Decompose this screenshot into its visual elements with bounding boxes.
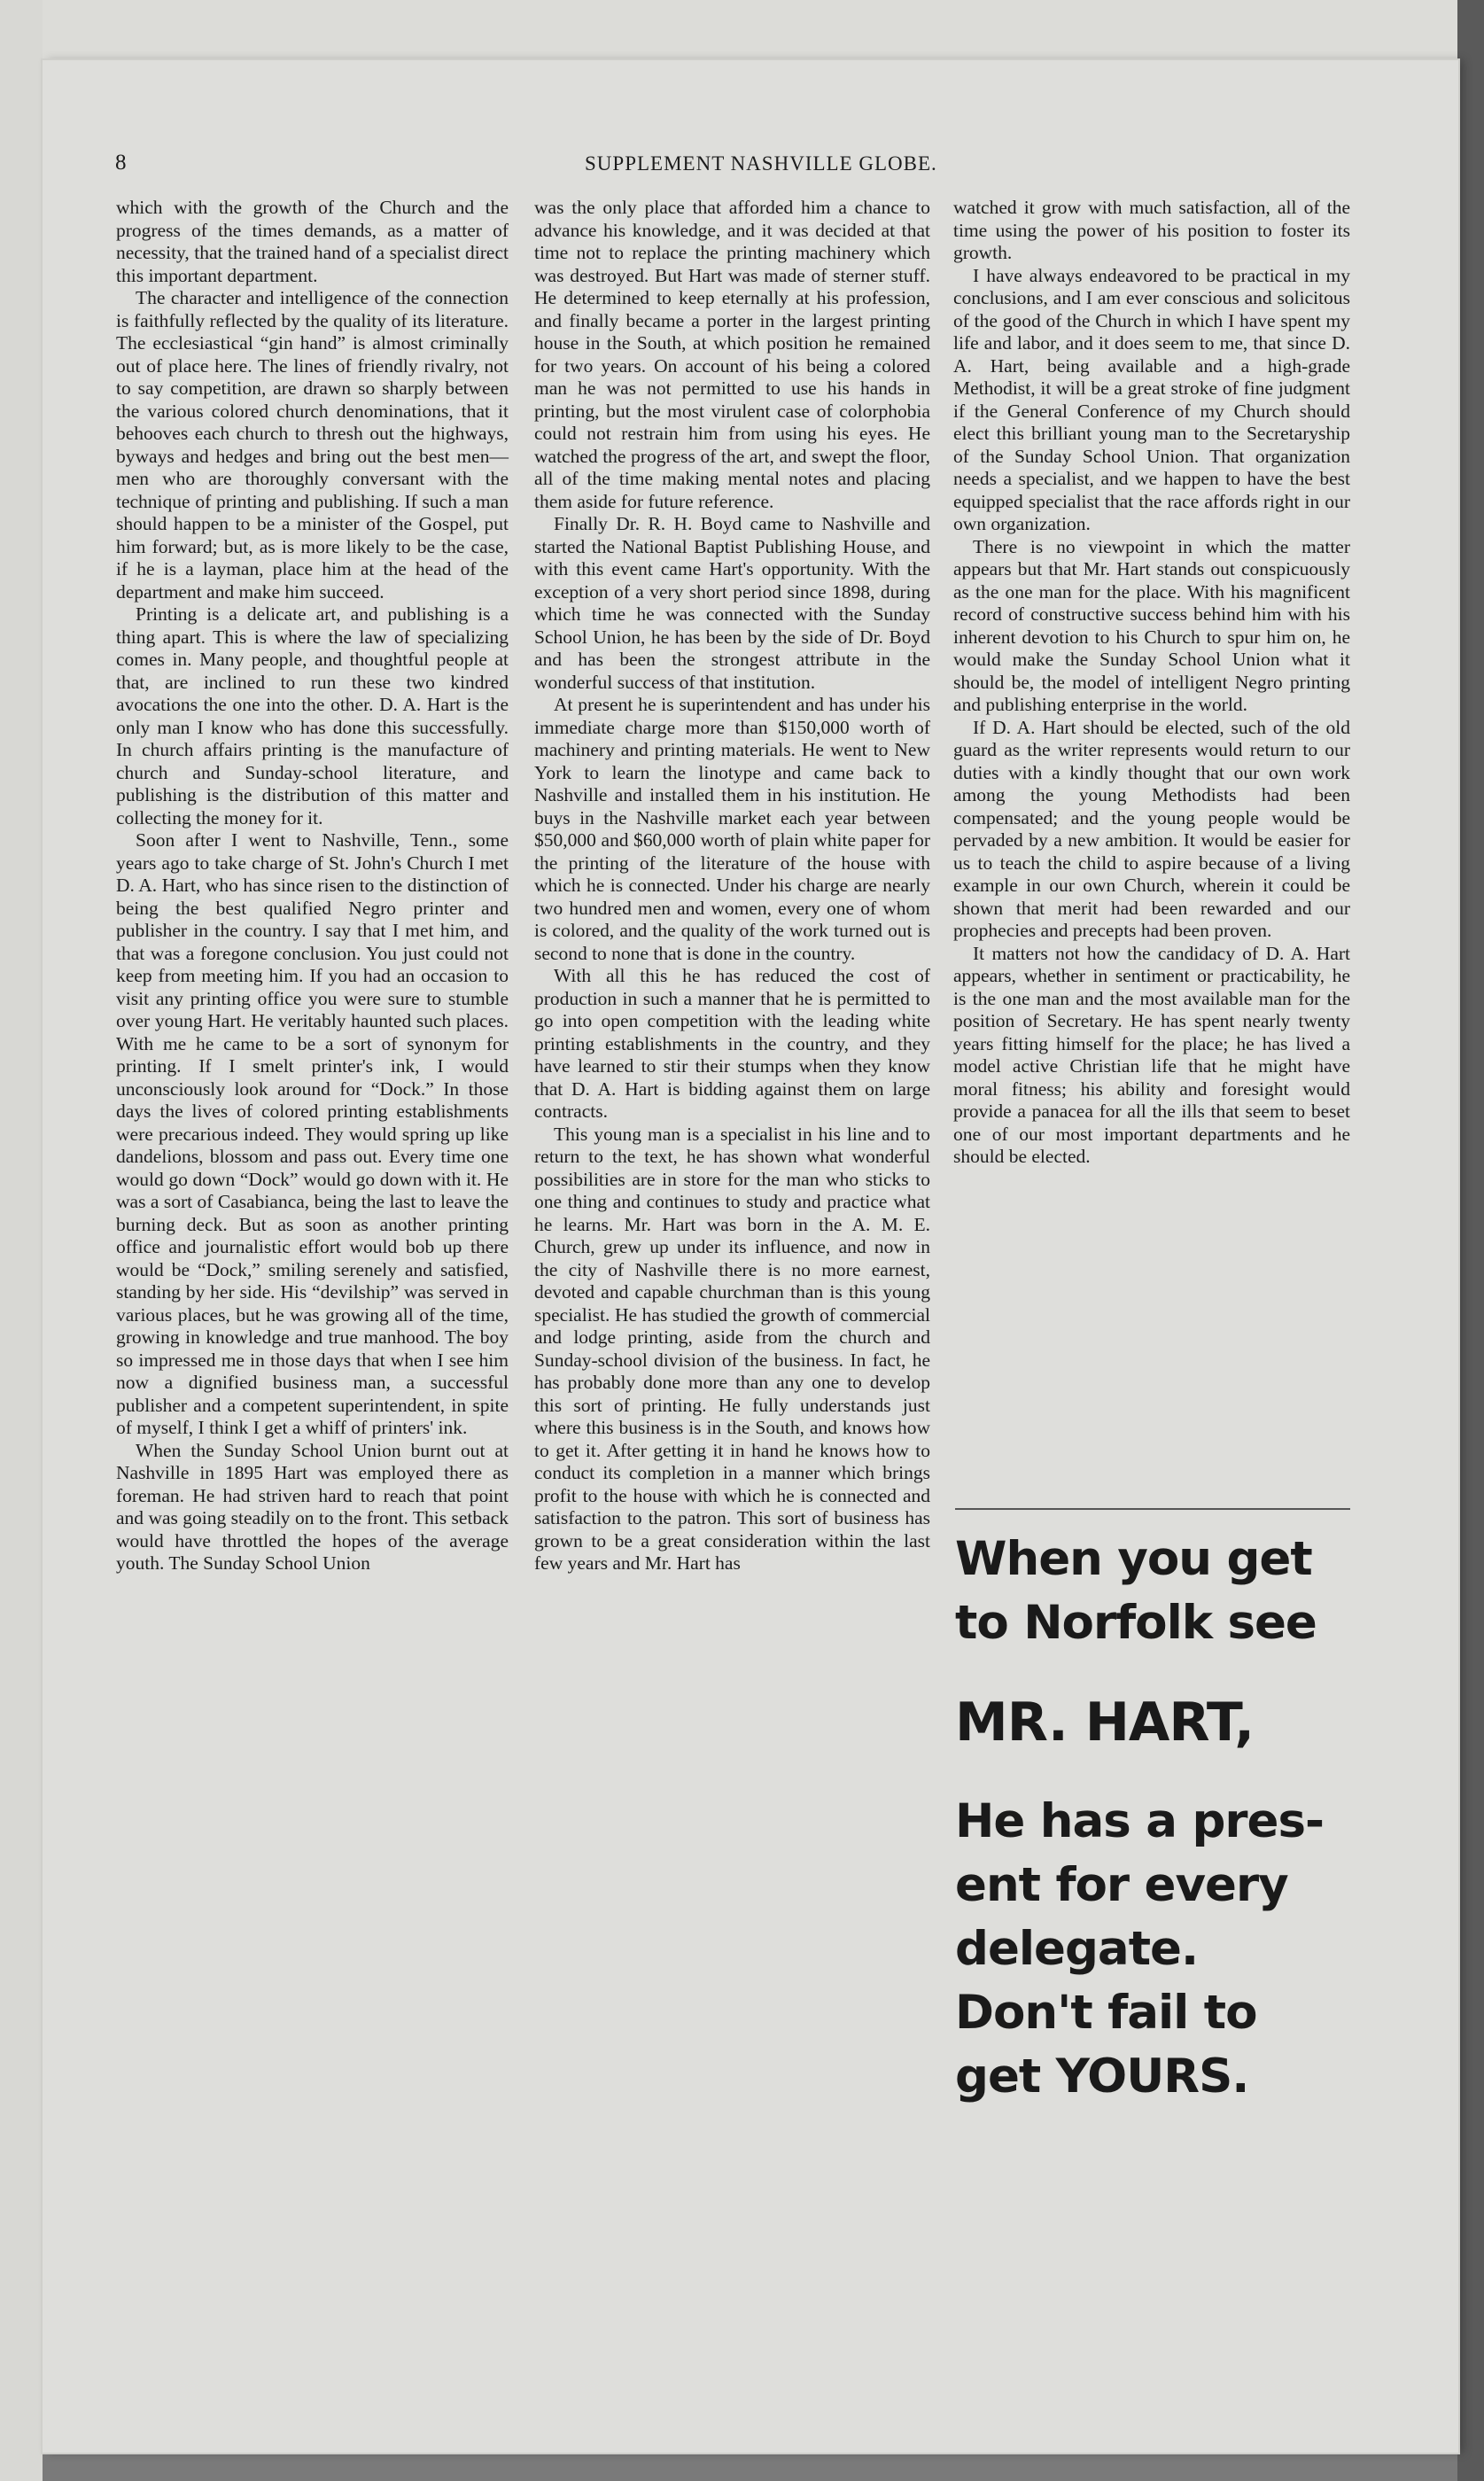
ad-line: delegate. bbox=[955, 1922, 1199, 1976]
ad-line: He has a pres- bbox=[955, 1794, 1325, 1848]
paragraph: was the only place that afforded him a chance to advance his knowledge, and it was decided at that time not to replace the printing machinery which was destroyed. But Hart was made of sterner stuff. He determined to keep eternally at his profession, and finally became a porter in the largest printing house in the South, at which position he remained for two years. On account of his being a colored man he was not permitted to use his hands in printing, but the most virulent case of colorphobia could not restrain him from using his eyes. He watched the progress of the art, and swept the floor, all of the time making mental notes and placing them aside for future reference. bbox=[534, 197, 930, 512]
ad-line: When you get bbox=[955, 1532, 1312, 1586]
paragraph: Printing is a delicate art, and publishing is a thing apart. This is where the law of specializing comes in. Many people, and thoughtful people at that, are inclined to run these two kindred avocations the one into the other. D. A. Hart is the only man I know who has done this successfully. In church affairs printing is the manufacture of church and Sunday-school literature, and publishing is the distribution of this matter and collecting the money for it. bbox=[116, 603, 509, 828]
paragraph: Finally Dr. R. H. Boyd came to Nashville and started the National Baptist Publishing House, and with this event came Hart's opportunity. With the exception of a very short period since 1898, during which time he was connected with the Sunday School Union, he has been by the side of Dr. Boyd and has been the strongest attribute in the wonderful success of that institution. bbox=[534, 513, 930, 693]
paragraph: When the Sunday School Union burnt out at Nashville in 1895 Hart was employed there as foreman. He had striven hard to reach that point and was going steadily on to the front. This setback would have throttled the hopes of the average youth. The Sunday School Union bbox=[116, 1439, 509, 1574]
paragraph: watched it grow with much satisfaction, all of the time using the power of his position to foster its growth. bbox=[953, 197, 1350, 263]
paragraph: There is no viewpoint in which the matter appears but that Mr. Hart stands out conspicuously as the one man for the place. With his magnificent record of constructive success behind him with his inherent devotion to his Church to spur him on, he would make the Sunday School Union what it should be, the model of intelligent Negro printing and publishing enterprise in the world. bbox=[953, 535, 1350, 715]
paragraph: The character and intelligence of the connection is faithfully reflected by the quality of its literature. The ecclesiastical “gin hand” is almost criminally out of place here. The lines of friendly rivalry, not to say competition, are drawn so sharply between the various colored church denominations, that it behooves each church to thresh out the highways, byways and hedges and bring out the best men—men who are thoroughly conversant with the technique of printing and publishing. If such a man should happen to be a minister of the Gospel, put him forward; but, as is more likely to be the case, if he is a layman, place him at the head of the department and make him succeed. bbox=[116, 287, 509, 603]
page-number: 8 bbox=[115, 151, 127, 175]
column-3 bbox=[953, 197, 1350, 1169]
column-1 bbox=[116, 197, 509, 1575]
paragraph: This young man is a specialist in his line and to return to the text, he has shown what wonderful possibilities are in store for the man who sticks to one thing and continues to study and practice what he learns. Mr. Hart was born in the A. M. E. Church, grew up under its influence, and now in the city of Nashville there is no more earnest, devoted and capable churchman than is this young specialist. He has studied the growth of commercial and lodge printing, aside from the church and Sunday-school division of the business. In fact, he has probably done more than any one to develop this sort of printing. He fully understands just where this business is in the South, and knows how to get it. After getting it in hand he knows how to conduct its completion in a manner which brings profit to the house with which he is connected and satisfaction to the patron. This sort of business has grown to be a great consideration within the last few years and Mr. Hart has bbox=[534, 1123, 930, 1574]
ad-line: to Norfolk see bbox=[955, 1596, 1317, 1650]
page-title: SUPPLEMENT NASHVILLE GLOBE. bbox=[585, 152, 937, 175]
ad-line: get YOURS. bbox=[955, 2049, 1249, 2104]
scan-border-right bbox=[1457, 0, 1484, 2481]
paragraph: It matters not how the candidacy of D. A. Hart appears, whether in sentiment or practicability, he is the one man and the most available man for the position of Secretary. He has spent nearly twenty years fitting himself for the place; he has lived a model active Christian life that he might have moral fitness; his ability and foresight would provide a panacea for all the ills that seem to beset one of our most important departments and he should be elected. bbox=[953, 942, 1350, 1167]
ad-line: ent for every bbox=[955, 1858, 1288, 1912]
paragraph: With all this he has reduced the cost of production in such a manner that he is permitted to go into open competition with the leading white printing establishments in the country, and they have learned to stir their stumps when they know that D. A. Hart is bidding against them on large contracts. bbox=[534, 965, 930, 1122]
paragraph: If D. A. Hart should be elected, such of the old guard as the writer represents would return to our duties with a kindly thought that our own work among the young Methodists had been compensated; and the young people would be pervaded by a new ambition. It would be easier for us to teach the child to aspire because of a living example in our own Church, wherein it could be shown that merit had been rewarded and our prophecies and precepts had been proven. bbox=[953, 716, 1350, 941]
scan-border-left bbox=[0, 0, 43, 2481]
advertisement bbox=[955, 1508, 1350, 2109]
page-header bbox=[115, 151, 1356, 186]
paragraph: which with the growth of the Church and the progress of the times demands, as a matter of necessity, that the trained hand of a specialist direct this important department. bbox=[116, 197, 509, 286]
paragraph: I have always endeavored to be practical in my conclusions, and I am ever conscious and solicitous of the good of the Church in which I have spent my life and labor, and it does seem to me, that since D. A. Hart, being available and a high-grade Methodist, it will be a great stroke of fine judgment if the General Conference of my Church should elect this brilliant young man to the Secretaryship of the Sunday School Union. That organization needs a specialist, and we happen to have the best equipped specialist that the race affords right in our own organization. bbox=[953, 264, 1350, 534]
column-2 bbox=[534, 197, 930, 1575]
paragraph: Soon after I went to Nashville, Tenn., some years ago to take charge of St. John's Church I met D. A. Hart, who has since risen to the distinction of being the best qualified Negro printer and publisher in the country. I say that I met him, and that was a foregone conclusion. You just could not keep from meeting him. If you had an occasion to visit any printing office you were sure to stumble over young Hart. He veritably haunted such places. With me he came to be a sort of synonym for printing. If I smelt printer's ink, I would unconsciously look around for “Dock.” In those days the lives of colored printing establishments were precarious indeed. They would spring up like dandelions, blossom and pass out. Every time one would go down “Dock” would go down with it. He was a sort of Casabianca, being the last to leave the burning deck. But as soon as another printing office and journalistic effort would bob up there would be “Dock,” smiling serenely and satisfied, standing by her side. His “devilship” was served in various places, but he was growing all of the time, growing in knowledge and true manhood. The boy so impressed me in those days that when I see him now a dignified business man, a successful publisher and a competent superintendent, in spite of myself, I think I get a whiff of printers' ink. bbox=[116, 829, 509, 1438]
ad-line-name: MR. HART, bbox=[955, 1692, 1255, 1754]
paragraph: At present he is superintendent and has under his immediate charge more than $150,000 worth of machinery and printing materials. He went to New York to learn the linotype and came back to Nashville and installed them in his institution. He buys in the Nashville market each year between $50,000 and $60,000 worth of plain white paper for the printing of the literature of the house with which he is connected. Under his charge are nearly two hundred men and women, every one of whom is colored, and the quality of the work turned out is second to none that is done in the country. bbox=[534, 694, 930, 964]
scan-border-top bbox=[0, 0, 1484, 60]
ad-line: Don't fail to bbox=[955, 1986, 1257, 2040]
